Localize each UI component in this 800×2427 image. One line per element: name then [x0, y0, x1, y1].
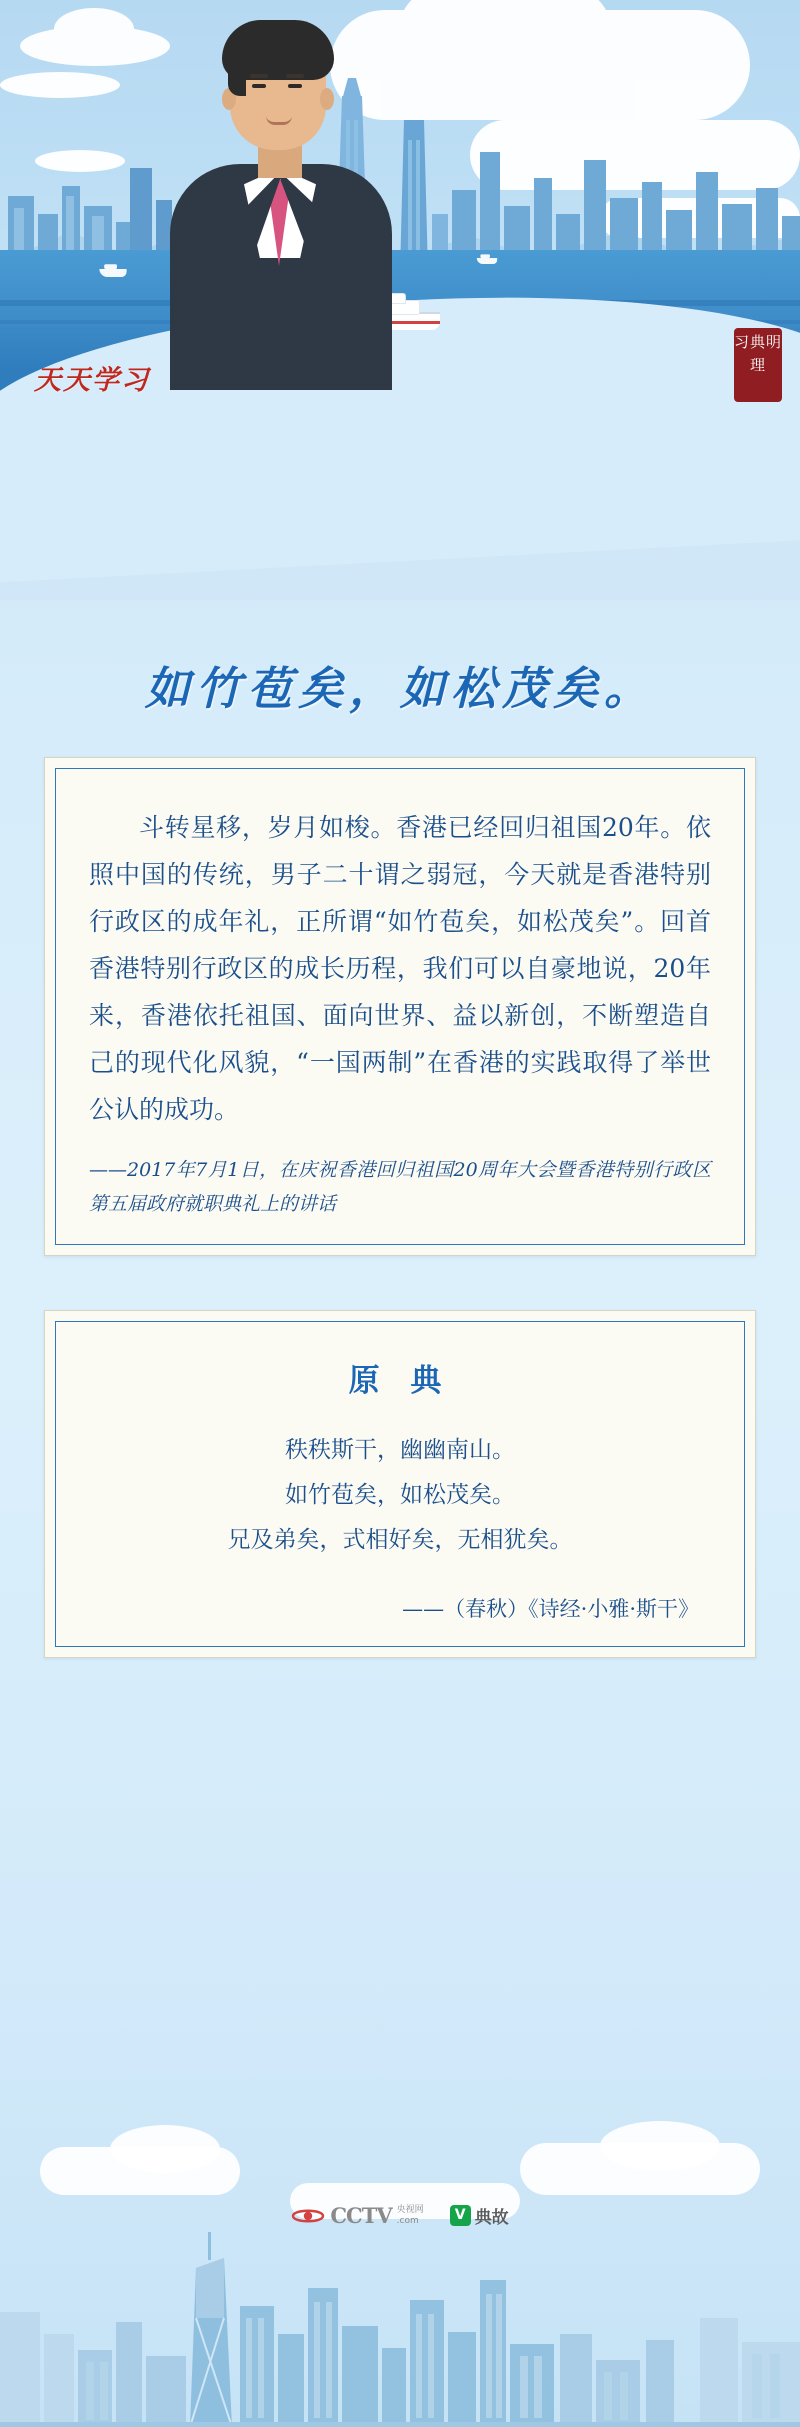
- poem-line: 秩秩斯干，幽幽南山。: [285, 1437, 515, 1463]
- footer: [0, 2137, 800, 2427]
- vdiangu-label: 典故: [474, 2208, 509, 2228]
- boat-icon: [477, 258, 497, 264]
- series-badge: 习典明理: [734, 328, 782, 402]
- cloud-icon: [600, 2121, 720, 2171]
- boat-icon: [99, 269, 126, 277]
- page-title: 如竹苞矣，如松茂矣。: [144, 662, 655, 715]
- classic-heading: 原 典: [348, 1363, 452, 1399]
- poem-source: ——（春秋）《诗经·小雅·斯干》: [402, 1597, 699, 1621]
- hero-banner: [0, 0, 800, 600]
- quote-source: ——2017年7月1日，在庆祝香港回归祖国20周年大会暨香港特别行政区第五届政府就职典礼上的讲话: [89, 1159, 711, 1215]
- quote-text: 斗转星移，岁月如梭。香港已经回归祖国20年。依照中国的传统，男子二十谓之弱冠，今天就是香港特别行政区的成年礼，正所谓“如竹苞矣，如松茂矣”。回首香港特别行政区的成长历程，我们可以自豪地说，20年来，香港依托祖国、面向世界、益以新创，不断塑造自己的现代化风貌，“一国两制”在香港的实践取得了举世公认的成功。: [89, 813, 711, 1124]
- program-logo: 天天学习: [34, 365, 150, 396]
- cctv-sub-domain: .com: [396, 2215, 419, 2226]
- cloud-icon: [110, 2125, 220, 2173]
- cctv-wordmark: CCTV: [330, 2203, 392, 2228]
- poem-line: 如竹苞矣，如松茂矣。: [285, 1482, 515, 1508]
- portrait-illustration: [152, 18, 452, 388]
- quote-card: [44, 757, 756, 1256]
- cctv-sub-cn: 央视网: [396, 2204, 424, 2215]
- classic-card: [44, 1310, 756, 1658]
- v-badge-icon: V: [450, 2205, 471, 2226]
- footer-skyline: [0, 2222, 800, 2427]
- poem-line: 兄及弟矣，式相好矣，无相犹矣。: [227, 1527, 573, 1553]
